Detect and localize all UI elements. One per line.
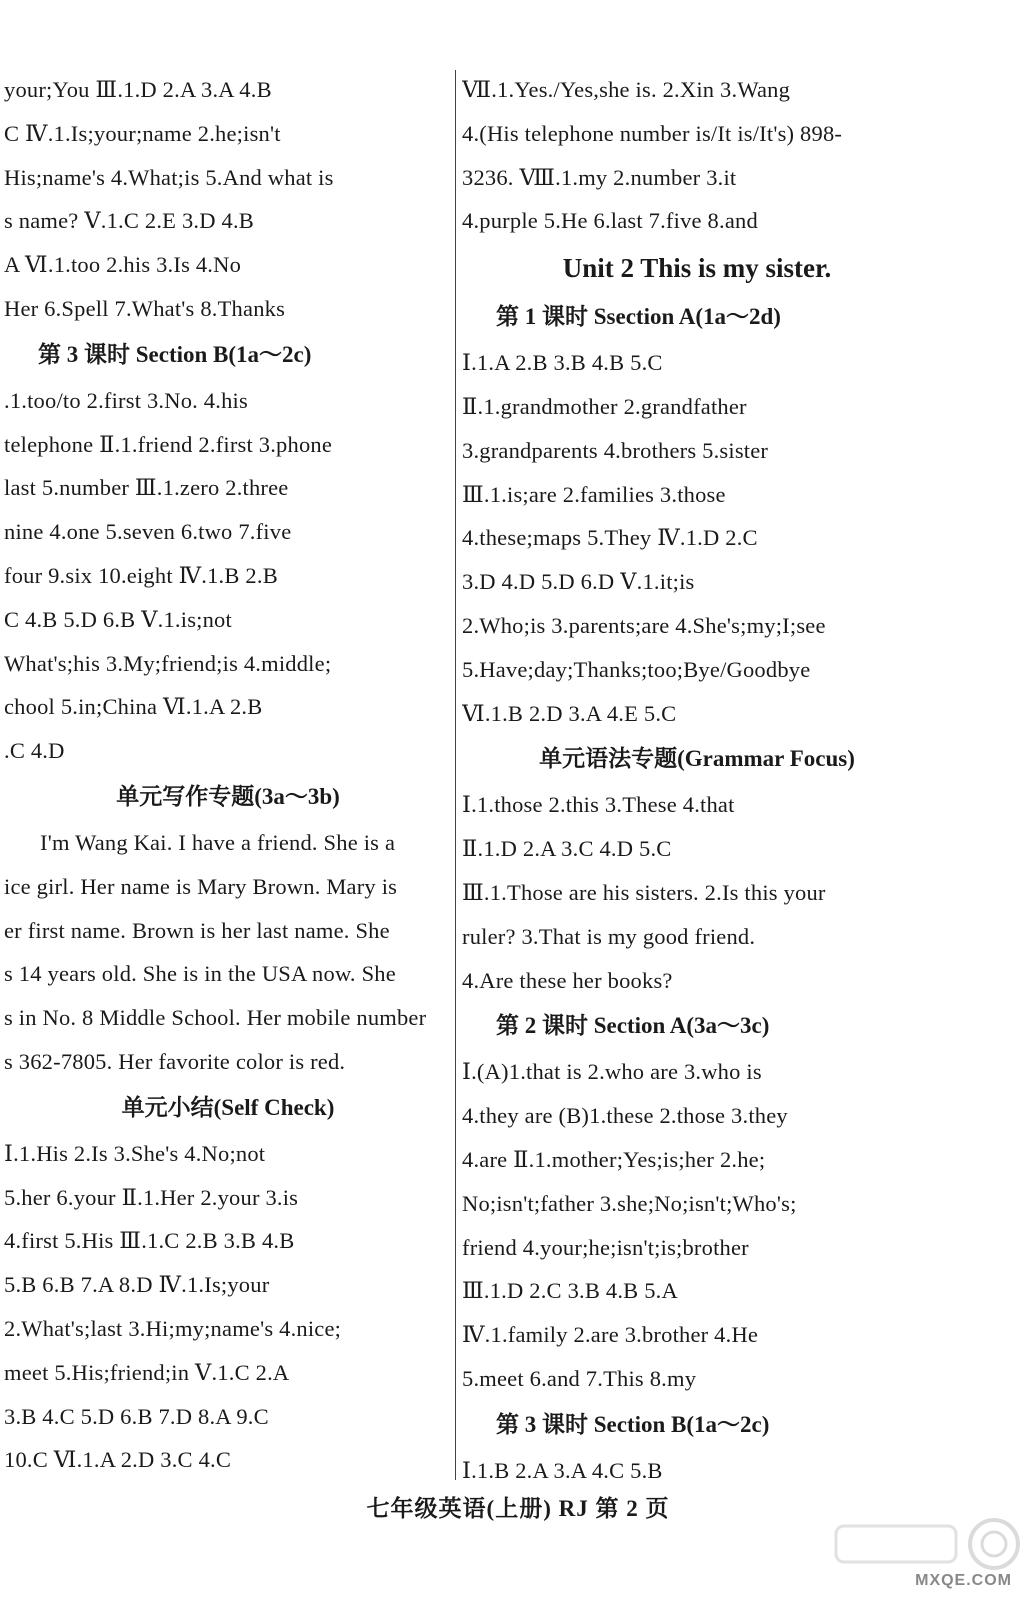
answer-line: 5.meet 6.and 7.This 8.my <box>462 1365 697 1391</box>
answer-line: ruler? 3.That is my good friend. <box>462 923 756 949</box>
answer-line: His;name's 4.What;is 5.And what is <box>4 164 334 190</box>
answer-line: Her 6.Spell 7.What's 8.Thanks <box>4 295 286 321</box>
answer-line: s 14 years old. She is in the USA now. She <box>4 961 396 987</box>
answer-line: Ⅱ.1.grandmother 2.grandfather <box>462 393 747 419</box>
answer-line: last 5.number Ⅲ.1.zero 2.three <box>4 475 289 501</box>
answer-line: C 4.B 5.D 6.B Ⅴ.1.is;not <box>4 606 232 632</box>
answer-line: s name? Ⅴ.1.C 2.E 3.D 4.B <box>4 208 254 234</box>
answer-line: Ⅰ.1.His 2.Is 3.She's 4.No;not <box>4 1140 266 1166</box>
answer-line: 3.D 4.D 5.D 6.D Ⅴ.1.it;is <box>462 569 695 595</box>
answer-line: nine 4.one 5.seven 6.two 7.five <box>4 519 292 545</box>
answer-line: 3236. Ⅷ.1.my 2.number 3.it <box>462 164 737 190</box>
answer-line: .1.too/to 2.first 3.No. 4.his <box>4 387 248 413</box>
answer-line: 2.Who;is 3.parents;are 4.She's;my;I;see <box>462 612 826 638</box>
answer-line: No;isn't;father 3.she;No;isn't;Who's; <box>462 1190 797 1216</box>
answer-line: Ⅵ.1.B 2.D 3.A 4.E 5.C <box>462 700 677 726</box>
answer-line: Ⅱ.1.D 2.A 3.C 4.D 5.C <box>462 836 672 862</box>
answer-line: 3.grandparents 4.brothers 5.sister <box>462 437 769 463</box>
answer-line: A Ⅵ.1.too 2.his 3.Is 4.No <box>4 252 242 278</box>
answer-line: four 9.six 10.eight Ⅳ.1.B 2.B <box>4 562 278 588</box>
answer-line: Ⅰ.1.B 2.A 3.A 4.C 5.B <box>462 1457 663 1483</box>
watermark-text: MXQE.COM <box>915 1572 1012 1589</box>
section-heading: 第 2 课时 Section A(3a～3c) <box>496 1013 770 1039</box>
answer-line: s in No. 8 Middle School. Her mobile number <box>4 1005 427 1031</box>
answer-line: s 362-7805. Her favorite color is red. <box>4 1048 346 1074</box>
answer-line: 4.purple 5.He 6.last 7.five 8.and <box>462 208 758 234</box>
section-heading: 第 1 课时 Ssection A(1a～2d) <box>496 304 781 330</box>
answer-line: 10.C Ⅵ.1.A 2.D 3.C 4.C <box>4 1447 232 1473</box>
answer-line: 4.first 5.His Ⅲ.1.C 2.B 3.B 4.B <box>4 1228 295 1254</box>
answer-line: 3.B 4.C 5.D 6.B 7.D 8.A 9.C <box>4 1403 269 1429</box>
section-heading: 单元语法专题(Grammar Focus) <box>539 746 855 772</box>
answer-line: chool 5.in;China Ⅵ.1.A 2.B <box>4 694 263 720</box>
answer-line: friend 4.your;he;isn't;is;brother <box>462 1234 749 1260</box>
answer-line: Ⅲ.1.Those are his sisters. 2.Is this your <box>462 879 826 905</box>
right-column <box>462 68 932 1493</box>
answer-line: Ⅲ.1.D 2.C 3.B 4.B 5.A <box>462 1278 678 1304</box>
page-footer: 七年级英语(上册) RJ 第 2 页 <box>366 1496 670 1521</box>
answer-line: Ⅰ.1.those 2.this 3.These 4.that <box>462 792 735 818</box>
answer-line: C Ⅳ.1.Is;your;name 2.he;isn't <box>4 120 281 146</box>
essay-line: I'm Wang Kai. I have a friend. She is a <box>40 829 396 855</box>
answer-line: Ⅲ.1.is;are 2.families 3.those <box>462 481 726 507</box>
answer-line: 4.these;maps 5.They Ⅳ.1.D 2.C <box>462 525 758 551</box>
unit-title: Unit 2 This is my sister. <box>562 253 832 284</box>
answer-line: your;You Ⅲ.1.D 2.A 3.A 4.B <box>4 77 272 102</box>
answer-line: er first name. Brown is her last name. She <box>4 917 390 943</box>
answer-line: 5.her 6.your Ⅱ.1.Her 2.your 3.is <box>4 1184 299 1210</box>
answer-line: meet 5.His;friend;in Ⅴ.1.C 2.A <box>4 1359 290 1385</box>
answer-line: Ⅰ.(A)1.that is 2.who are 3.who is <box>462 1059 762 1085</box>
column-divider <box>455 70 456 1480</box>
answer-line: 4.Are these her books? <box>462 967 673 993</box>
section-heading: 第 3 课时 Section B(1a～2c) <box>38 341 312 367</box>
answer-line: 4.they are (B)1.these 2.those 3.they <box>462 1103 788 1129</box>
answer-line: .C 4.D <box>4 738 65 764</box>
answer-line: What's;his 3.My;friend;is 4.middle; <box>4 650 332 676</box>
answer-line: 2.What's;last 3.Hi;my;name's 4.nice; <box>4 1315 342 1341</box>
answer-line: Ⅳ.1.family 2.are 3.brother 4.He <box>462 1322 759 1348</box>
left-column <box>4 68 452 1482</box>
answer-line: 4.are Ⅱ.1.mother;Yes;is;her 2.he; <box>462 1146 766 1172</box>
section-heading: 单元小结(Self Check) <box>121 1094 335 1120</box>
answer-line: telephone Ⅱ.1.friend 2.first 3.phone <box>4 431 333 457</box>
answer-line: ice girl. Her name is Mary Brown. Mary is <box>4 873 398 899</box>
answer-line: 5.Have;day;Thanks;too;Bye/Goodbye <box>462 656 811 682</box>
answer-line: 4.(His telephone number is/It is/It's) 898- <box>462 120 843 146</box>
answer-line: 5.B 6.B 7.A 8.D Ⅳ.1.Is;your <box>4 1272 270 1298</box>
section-heading: 单元写作专题(3a～3b) <box>116 783 340 809</box>
answer-line: Ⅶ.1.Yes./Yes,she is. 2.Xin 3.Wang <box>462 77 791 102</box>
answer-line: Ⅰ.1.A 2.B 3.B 4.B 5.C <box>462 350 663 376</box>
section-heading: 第 3 课时 Section B(1a～2c) <box>496 1411 770 1437</box>
